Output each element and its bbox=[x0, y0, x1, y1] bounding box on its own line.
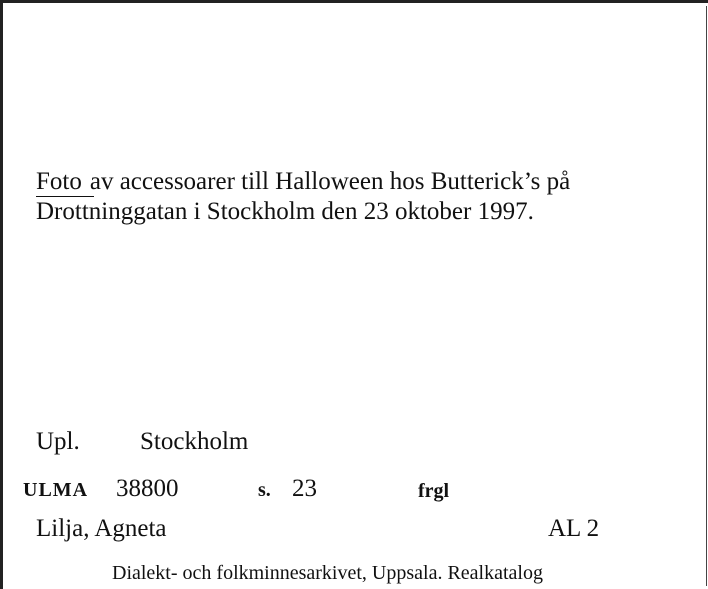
archive-label: ULMA bbox=[23, 479, 89, 501]
place: Stockholm bbox=[140, 428, 249, 455]
province: Upl. bbox=[36, 428, 80, 455]
format-label: frgl bbox=[418, 480, 450, 502]
caption-line-2: Drottninggatan i Stockholm den 23 oktober 1997. bbox=[36, 198, 534, 225]
foto-word bbox=[36, 168, 82, 195]
caption-line-1 bbox=[36, 168, 570, 196]
archive-footer: Dialekt- och folkminnesarkivet, Uppsala. Realkatalog bbox=[112, 562, 543, 584]
archive-number: 38800 bbox=[116, 475, 179, 502]
card-right-edge bbox=[706, 6, 707, 586]
foto-word-text: Foto bbox=[36, 168, 82, 195]
foto-underline bbox=[36, 196, 94, 197]
collector-code: AL 2 bbox=[548, 515, 600, 542]
caption-line-1-rest: av accessoarer till Halloween hos Butterick’s på bbox=[89, 168, 571, 195]
page-label: s. bbox=[258, 479, 271, 501]
collector-name: Lilja, Agneta bbox=[36, 515, 167, 542]
page-number: 23 bbox=[292, 475, 317, 502]
